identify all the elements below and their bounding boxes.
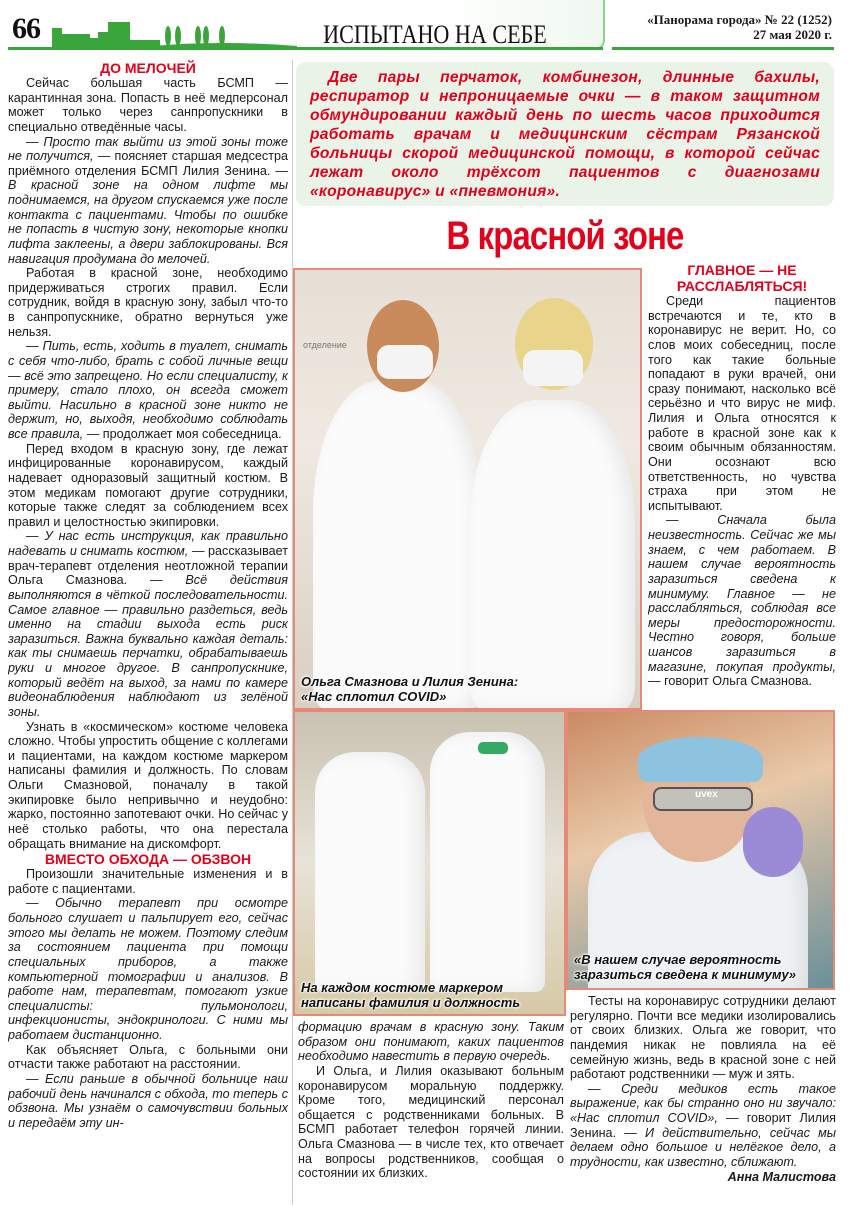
- paragraph: [298, 1020, 564, 1064]
- photo-corridor-suits: [293, 710, 566, 1016]
- paragraph: [8, 442, 288, 530]
- face-mask: [377, 345, 433, 379]
- paragraph: [8, 76, 288, 135]
- right-column: [648, 262, 836, 707]
- quote-text: И действительно, сейчас мы делаем одно большое и нелёгкое дело, а трудности, как известно, сближают.: [570, 1125, 836, 1169]
- photo-two-doctors: [293, 268, 642, 710]
- body-text: Сейчас большая часть БСМП — карантинная зона. Попасть в неё медперсонал может только через санпропускники в специально отведённые часы.: [8, 76, 288, 134]
- wall-sign: отделение: [303, 340, 347, 350]
- page-number: 66: [12, 12, 40, 45]
- glove: [743, 807, 803, 877]
- subheading: ДО МЕЛОЧЕЙ: [100, 60, 196, 76]
- goggles: [478, 742, 508, 754]
- paragraph: [570, 994, 836, 1082]
- left-column: [8, 60, 288, 1205]
- quote-text: — Пить, есть, ходить в туалет, снимать с себя что-либо, брать с собой личные вещи — всё это запрещено. Но если специалисту, к примеру, стало плохо, он всегда сможет выйти. Насильно в красной зоне никто не держит, но, выходя, необходимо соблюдать все правила,: [8, 339, 288, 441]
- right-bottom-column: [570, 994, 836, 1199]
- article-title: В красной зоне: [446, 214, 684, 258]
- subheading: ГЛАВНОЕ — НЕ РАССЛАБЛЯТЬСЯ!: [676, 262, 808, 294]
- paragraph: [298, 1064, 564, 1181]
- protective-suit-figure: [315, 752, 425, 992]
- body-text: Произошли значительные изменения и в работе с пациентами.: [8, 867, 288, 896]
- body-text: Тесты на коронавирус сотрудники делают регулярно. Почти все медики изолировались от своих близких. Ольга же говорит, что пандемия никак не повлияла на её семейную жизнь, ведь в красной зоне с ней работают родственники — муж и зять.: [570, 994, 836, 1082]
- paragraph: [570, 1082, 836, 1170]
- photo-caption: На каждом костюме маркером написаны фамилия и должность: [301, 980, 521, 1010]
- body-text: Работая в красной зоне, необходимо придерживаться строгих правил. Если сотрудник, войдя в красную зону, забыл что-то в санпропускнике, обратно вернуться уже нельзя.: [8, 266, 288, 339]
- body-text: — говорит Ольга Смазнова.: [648, 674, 813, 689]
- goggles: uvex: [653, 787, 753, 811]
- photo-caption: «В нашем случае вероятность заразиться сведена к минимуму»: [574, 952, 796, 982]
- issue-date: 27 мая 2020 г.: [753, 27, 832, 42]
- quote-text: — Среди медиков есть такое выражение, как бы странно оно ни звучало: «Нас сплотил COVID»,: [570, 1081, 836, 1125]
- quote-text: — Если раньше в обычной больнице наш рабочий день начинался с обхода, то теперь с обзвона. Мы узнаём о самочувствии больных и передаём эту ин-: [8, 1071, 288, 1130]
- lead-paragraph: Две пары перчаток, комбинезон, длинные бахилы, респиратор и непроницаемые очки — в таком защитном обмундировании каждый день по шесть часов приходится работать врачам и медицинским сёстрам Рязанской больницы скорой медицинской помощи, в которой сейчас лежат около трёхсот пациентов с диагнозами «коронавирус» и «пневмония».: [296, 62, 834, 206]
- subheading: ВМЕСТО ОБХОДА — ОБЗВОН: [44, 851, 252, 868]
- photo-caption: Ольга Смазнова и Лилия Зенина: «Нас сплотил COVID»: [301, 674, 519, 704]
- body-text: — продолжает моя собеседница.: [83, 427, 282, 441]
- city-skyline-icon: [52, 18, 297, 48]
- quote-text: — Просто так выйти из этой зоны тоже не получится,: [8, 134, 288, 164]
- nurse-figure: [470, 400, 635, 710]
- face-mask: [523, 350, 583, 386]
- quote-text: формацию врачам в красную зону. Таким образом они понимают, каких пациентов необходимо навестить в первую очередь.: [298, 1020, 564, 1064]
- photo-doctor-goggles: [566, 710, 835, 990]
- paragraph: [8, 1072, 288, 1131]
- paragraph: [8, 867, 288, 896]
- cap: [638, 737, 763, 782]
- newspaper-issue: [612, 12, 832, 42]
- paragraph: [648, 294, 836, 513]
- paragraph: [648, 513, 836, 689]
- quote-text: Всё действия выполняются в чёткой последовательности. Самое главное — правильно раздеться, ведь именно на стадии выхода есть риск заразиться. Важна буквально каждая деталь: как ты снимаешь перчатки, обрабатываешь руки и многое другое. В санпропускнике, который ведёт на выход, за нами по камере видеонаблюдения наблюдают из зелёной зоны.: [8, 573, 288, 719]
- newspaper-name: «Панорама города» № 22 (1252): [647, 12, 832, 27]
- body-text: Перед входом в красную зону, где лежат инфицированные коронавирусом, каждый надевает одноразовый защитный костюм. В этом медикам помогают другие сотрудники, которые также следят за соблюдением всех правил и целостностью экипировки.: [8, 441, 288, 529]
- body-text: Узнать в «космическом» костюме человека сложно. Чтобы упростить общение с коллегами и пациентами, на каждом костюме маркером написаны фамилия и должность. По словам Ольги Смазновой, поначалу в такой экипировке было непривычно и неудобно: жарко, постоянно запотевают очки. Но сейчас у неё столько работы, что она перестала обращать внимание на дискомфорт.: [8, 719, 288, 851]
- quote-text: — Сначала была неизвестность. Сейчас же мы знаем, с чем работаем. В нашем случае вероятность заразиться сведена к минимуму. Главное — не расслабляться, соблюдая все меры предосторожности. Честно говоря, больше шансов заразиться в магазине, покупая продукты,: [648, 513, 836, 674]
- header-rule-right: [612, 47, 834, 50]
- paragraph: [8, 720, 288, 852]
- paragraph: [8, 135, 288, 267]
- paragraph: [8, 266, 288, 339]
- quote-text: — У нас есть инструкция, как правильно надевать и снимать костюм,: [8, 529, 288, 558]
- body-text: — говорит Лилия Зенина. —: [570, 1111, 836, 1140]
- page-header: [0, 0, 850, 54]
- paragraph: [8, 1043, 288, 1072]
- paragraph: [8, 339, 288, 441]
- body-text: — поясняет старшая медсестра приёмного отделения БСМП Лилия Зенина. —: [8, 149, 288, 178]
- section-rubric: ИСПЫТАНО НА СЕБЕ: [323, 20, 547, 49]
- body-text: — рассказывает врач-терапевт отделения неотложной терапии Ольга Смазнова. —: [8, 544, 288, 588]
- quote-text: В красной зоне на одном лифте мы поднимаемся, на другом спускаемся уже после контакта с пациентами. Чтобы по ошибке не попасть в чистую зону, некоторые кнопки лифта заклеены, а двери заблокированы. Вся навигация продумана до мелочей.: [8, 178, 288, 266]
- body-text: Среди пациентов встречаются и те, кто в коронавирус не верит. Но, со слов моих собеседниц, после того как такие больные попадают в руки врачей, они сразу понимают, насколько всё серьёзно и что вирус не миф. Лилия и Ольга относятся к работе в красной зоне как к своим обычным обязанностям. Они осознают всю ответственность, но чувства страха при этом не испытывают.: [648, 294, 836, 513]
- middle-bottom-column: [298, 1020, 564, 1205]
- author-byline: Анна Малистова: [727, 1169, 836, 1184]
- quote-text: — Обычно терапевт при осмотре больного слушает и пальпирует его, сейчас этого мы делать не можем. Поэтому следим за состоянием пациента при помощи специальных приборов, а также компьютерной томографии и анализов. В работе нам, терапевтам, помогают узкие специалисты: пульмонологи, инфекционисты, эндокринологи. С ними мы работаем дистанционно.: [8, 896, 288, 1042]
- body-text: И Ольга, и Лилия оказывают больным коронавирусом моральную поддержку. Кроме того, медицинский персонал общается с родственниками больных. В БСМП работает телефон горячей линии. Ольга Смазнова — в числе тех, кто отвечает на вопросы родственников, сообщая о состоянии их близких.: [298, 1063, 564, 1181]
- paragraph: [8, 529, 288, 719]
- paragraph: [8, 896, 288, 1042]
- doctor-figure: [313, 380, 483, 710]
- body-text: Как объясняет Ольга, с больными они отчасти также работают на расстоянии.: [8, 1042, 288, 1072]
- protective-suit-figure: [430, 732, 545, 992]
